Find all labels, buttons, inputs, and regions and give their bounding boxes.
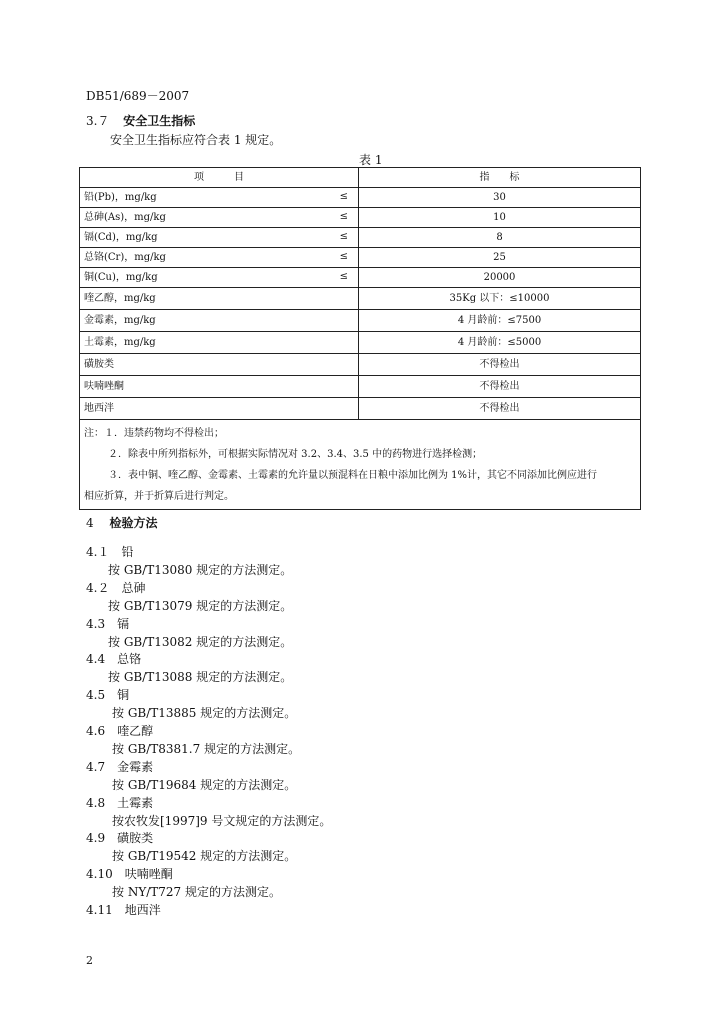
method-heading <box>86 579 145 596</box>
method-heading <box>86 865 173 882</box>
table-row <box>80 208 641 228</box>
method-text: 按 GB/T13079 规定的方法测定。 <box>108 599 293 613</box>
table-row <box>80 268 641 288</box>
item-cell <box>80 208 359 228</box>
section-number: 4 <box>86 516 94 530</box>
item-cell <box>80 188 359 208</box>
value-cell: 8 <box>359 228 641 248</box>
value-cell: 10 <box>359 208 641 228</box>
method-text: 按 GB/T19684 规定的方法测定。 <box>112 778 297 792</box>
comparison-sign: ≤ <box>339 191 348 202</box>
note-line: 注：１．违禁药物均不得检出； <box>84 428 224 439</box>
method-text: 按 GB/T19542 规定的方法测定。 <box>112 849 297 863</box>
note-line: 相应折算，并于折算后进行判定。 <box>84 491 234 502</box>
value-cell: 30 <box>359 188 641 208</box>
method-text: 按 GB/T13080 规定的方法测定。 <box>108 563 293 577</box>
method-text: 按农牧发[1997]9 号文规定的方法测定。 <box>112 814 332 828</box>
item-label: 呋喃唑酮 <box>84 380 124 392</box>
page-number: 2 <box>86 954 93 967</box>
note-line: ２．除表中所列指标外，可根据实际情况对 3.2、3.4、3.5 中的药物进行选择检测； <box>108 449 483 460</box>
section-4-heading <box>86 514 157 531</box>
method-number: 4.9 <box>86 831 106 845</box>
method-text: 按 GB/T13082 规定的方法测定。 <box>108 635 293 649</box>
section-number: 3.７ <box>86 114 110 128</box>
method-name: 镉 <box>117 617 130 631</box>
method-heading <box>86 758 153 775</box>
value-cell: 不得检出 <box>359 376 641 398</box>
method-heading <box>86 615 129 632</box>
table-caption: 表 1 <box>359 153 383 167</box>
section-3-7-heading <box>86 112 195 129</box>
method-number: 4.7 <box>86 760 106 774</box>
value-cell: 不得检出 <box>359 354 641 376</box>
method-text: 按 GB/T8381.7 规定的方法测定。 <box>112 742 301 756</box>
table-notes <box>80 420 641 510</box>
table-notes-row <box>80 420 641 510</box>
document-code: DB51/689－2007 <box>86 89 190 103</box>
item-cell <box>80 228 359 248</box>
method-name: 铅 <box>121 545 134 559</box>
note-line: ３．表中铜、喹乙醇、金霉素、土霉素的允许量以预混料在日粮中添加比例为 1%计，其它不同添加比例应进行 <box>108 470 598 481</box>
value-cell: 25 <box>359 248 641 268</box>
item-label: 磺胺类 <box>84 358 114 370</box>
method-heading <box>86 829 153 846</box>
method-text: 按 GB/T13088 规定的方法测定。 <box>108 670 293 684</box>
item-cell <box>80 398 359 420</box>
value-cell: 35Kg 以下：≤10000 <box>359 288 641 310</box>
method-heading <box>86 650 141 667</box>
method-name: 铜 <box>117 688 130 702</box>
method-number: 4.１ <box>86 545 110 559</box>
method-heading <box>86 901 161 918</box>
item-cell <box>80 248 359 268</box>
method-text: 按 NY/T727 规定的方法测定。 <box>112 885 282 899</box>
table-row <box>80 376 641 398</box>
section-3-7-text: 安全卫生指标应符合表 1 规定。 <box>110 133 282 147</box>
item-label: 地西泮 <box>84 402 114 414</box>
item-label: 土霉素，mg/kg <box>84 336 156 348</box>
method-heading <box>86 686 129 703</box>
item-cell <box>80 288 359 310</box>
method-number: 4.4 <box>86 652 106 666</box>
table-row <box>80 310 641 332</box>
method-number: 4.２ <box>86 581 110 595</box>
item-label: 总铬(Cr)，mg/kg <box>84 251 166 263</box>
method-heading <box>86 543 133 560</box>
method-number: 4.10 <box>86 867 113 881</box>
section-title: 检验方法 <box>109 516 158 530</box>
comparison-sign: ≤ <box>339 251 348 262</box>
table-row <box>80 188 641 208</box>
method-number: 4.5 <box>86 688 106 702</box>
comparison-sign: ≤ <box>339 271 348 282</box>
method-name: 地西泮 <box>124 903 161 917</box>
method-heading <box>86 794 153 811</box>
method-name: 土霉素 <box>117 796 154 810</box>
item-cell <box>80 376 359 398</box>
method-heading <box>86 722 153 739</box>
method-number: 4.6 <box>86 724 106 738</box>
table-row <box>80 228 641 248</box>
method-number: 4.3 <box>86 617 106 631</box>
method-name: 总砷 <box>121 581 146 595</box>
method-text: 按 GB/T13885 规定的方法测定。 <box>112 706 297 720</box>
comparison-sign: ≤ <box>339 211 348 222</box>
item-cell <box>80 310 359 332</box>
item-label: 总砷(As)，mg/kg <box>84 211 166 223</box>
column-header-item: 项 目 <box>80 168 359 188</box>
item-cell <box>80 354 359 376</box>
method-number: 4.8 <box>86 796 106 810</box>
table-row <box>80 288 641 310</box>
method-name: 呋喃唑酮 <box>124 867 173 881</box>
method-name: 磺胺类 <box>117 831 154 845</box>
item-cell <box>80 332 359 354</box>
item-label: 镉(Cd)，mg/kg <box>84 231 158 243</box>
table-row <box>80 398 641 420</box>
item-label: 金霉素，mg/kg <box>84 314 156 326</box>
method-name: 金霉素 <box>117 760 154 774</box>
value-cell: 20000 <box>359 268 641 288</box>
value-cell: 不得检出 <box>359 398 641 420</box>
table-row <box>80 248 641 268</box>
item-label: 喹乙醇，mg/kg <box>84 292 156 304</box>
item-label: 铜(Cu)，mg/kg <box>84 271 158 283</box>
method-name: 总铬 <box>117 652 142 666</box>
comparison-sign: ≤ <box>339 231 348 242</box>
item-label: 铅(Pb)，mg/kg <box>84 191 157 203</box>
table-row <box>80 354 641 376</box>
value-cell: 4 月龄前：≤7500 <box>359 310 641 332</box>
item-cell <box>80 268 359 288</box>
value-cell: 4 月龄前：≤5000 <box>359 332 641 354</box>
safety-indicator-table <box>79 167 641 510</box>
method-name: 喹乙醇 <box>117 724 154 738</box>
column-header-value: 指 标 <box>359 168 641 188</box>
method-number: 4.11 <box>86 903 113 917</box>
table-row <box>80 332 641 354</box>
section-title: 安全卫生指标 <box>123 114 196 128</box>
